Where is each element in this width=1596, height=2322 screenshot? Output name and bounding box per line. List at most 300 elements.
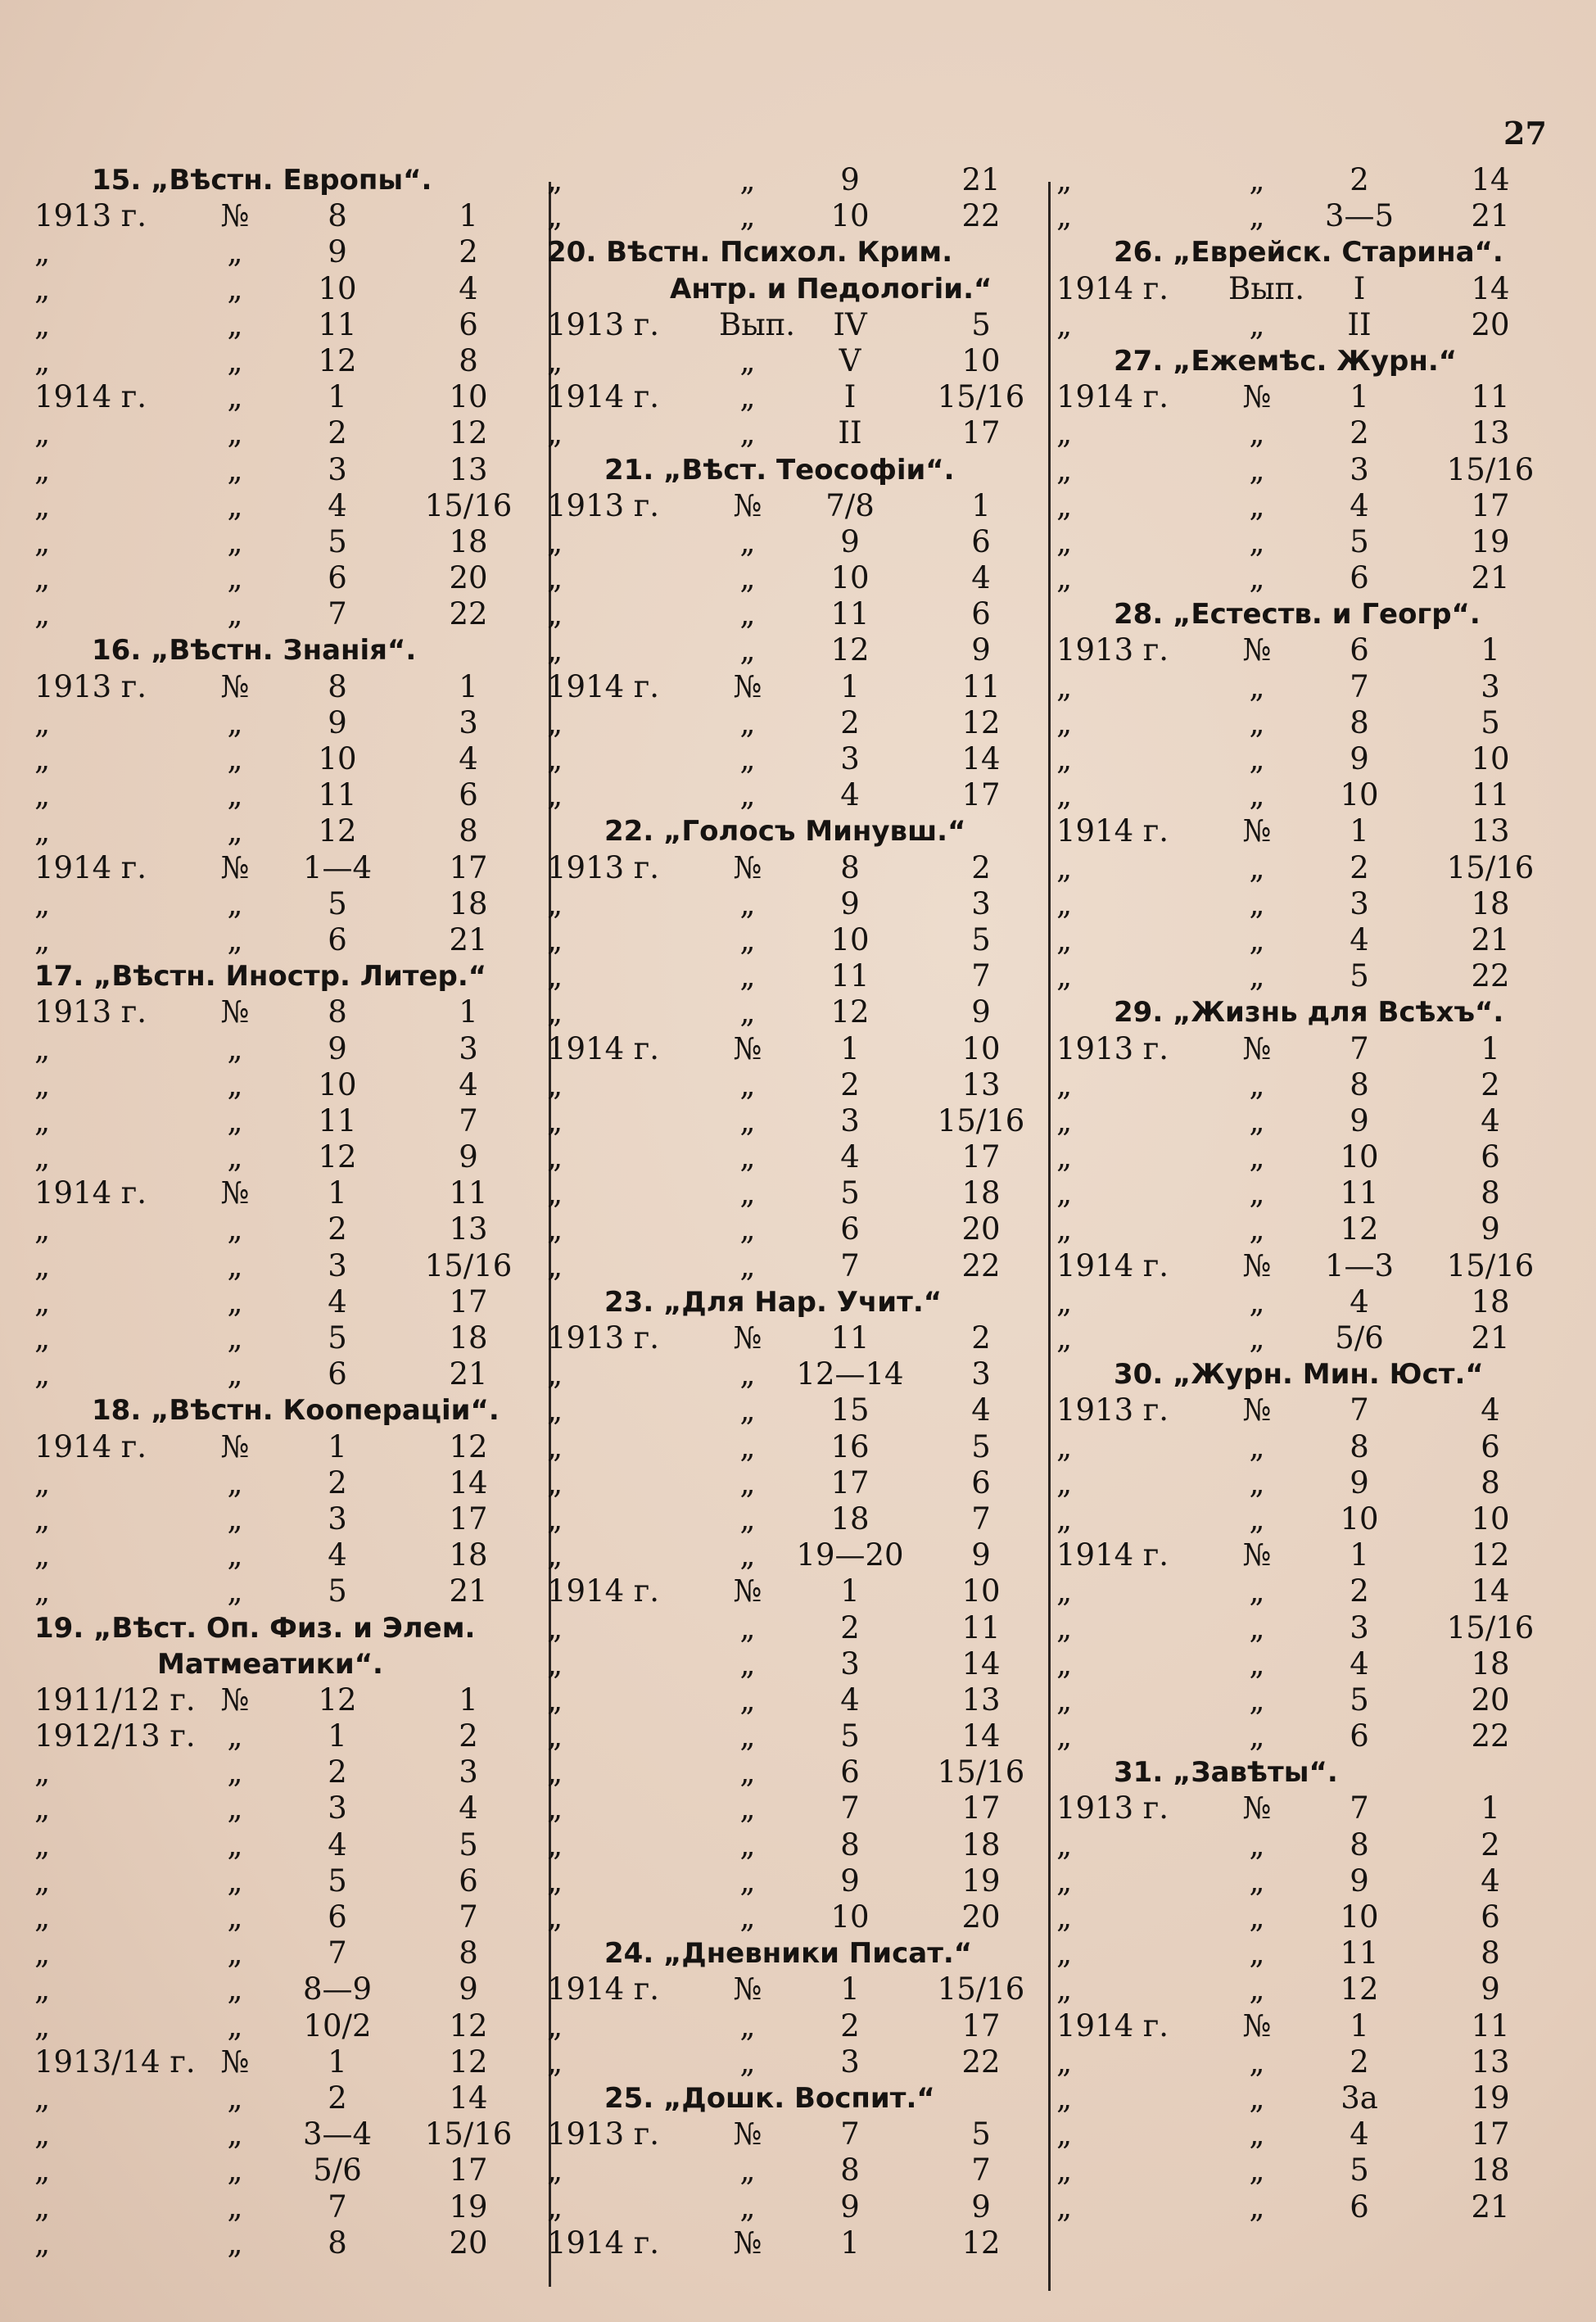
entry-issue: 1 [840,668,860,704]
entry-page: 18 [449,885,488,921]
issue-entry [34,2044,526,2080]
entry-number-mark: „ [227,451,243,487]
entry-number-mark: „ [739,1899,756,1935]
journal-heading: 20. Вѣстн. Психол. Крим. [547,236,953,269]
issue-entry [547,1031,1038,1067]
issue-entry [547,777,1038,813]
entry-issue: 4 [840,1139,860,1175]
entry-year: „ [547,1175,563,1211]
entry-year: „ [547,596,563,632]
issue-entry [34,379,526,415]
issue-entry [547,1682,1038,1718]
issue-entry [547,994,1038,1030]
issue-entry [547,488,1038,524]
entry-issue: 2 [1350,849,1369,885]
entry-page: 6 [1481,1428,1500,1464]
entry-number-mark: „ [227,523,243,559]
entry-number-mark: „ [739,632,756,668]
entry-issue: 12 [318,1682,357,1718]
entry-page: 10 [961,342,1001,378]
issue-entry [1056,1682,1548,1718]
entry-issue: 8 [328,198,347,234]
entry-issue: 10 [1340,1899,1379,1935]
entry-number-mark: „ [227,1863,243,1899]
entry-page: 17 [1471,2116,1510,2152]
entry-page: 11 [1471,379,1510,415]
issue-entry [34,234,526,270]
entry-year: „ [547,2044,563,2080]
entry-number-mark: № [1242,1030,1272,1066]
entry-year: 1913 г. [547,849,660,885]
entry-year: „ [34,1247,51,1283]
entry-issue: 8 [1350,704,1369,740]
journal-heading: Антр. и Педологіи.“ [670,272,992,306]
entry-issue: 1 [1350,379,1369,415]
entry-year: „ [34,777,51,813]
entry-issue: 8—9 [302,1971,373,2007]
entry-page: 12 [961,2225,1001,2261]
issue-entry [547,1211,1038,1247]
entry-number-mark: № [733,1030,762,1066]
entry-year: „ [547,560,563,596]
entry-number-mark: № [733,1971,762,2007]
entry-year: 1914 г. [34,1428,147,1464]
entry-number-mark: „ [739,1247,756,1283]
entry-issue: II [838,415,862,451]
entry-issue: 12 [830,994,870,1030]
entry-page: 9 [971,2188,991,2225]
entry-number-mark: „ [227,415,243,451]
entry-page: 12 [1471,1537,1510,1573]
issue-entry [34,813,526,849]
entry-number-mark: „ [1249,1211,1265,1247]
entry-number-mark: „ [739,2007,756,2044]
issue-entry [34,1103,526,1139]
entry-issue: 4 [840,1682,860,1718]
entry-year: „ [1056,1863,1073,1899]
issue-entry [547,1827,1038,1863]
entry-year: „ [34,1935,51,1971]
issue-entry [547,1465,1038,1501]
journal-heading: 17. „Вѣстн. Иностр. Литер.“ [34,960,487,994]
entry-number-mark: „ [227,777,243,813]
entry-number-mark: „ [227,1500,243,1537]
entry-number-mark: № [220,994,250,1030]
entry-page: 4 [459,741,478,776]
entry-number-mark: „ [739,1066,756,1102]
entry-number-mark: „ [1249,415,1265,451]
entry-number-mark: „ [739,2188,756,2225]
entry-issue: 3 [328,1500,347,1537]
issue-entry [547,1971,1038,2007]
issue-entry [1056,2044,1548,2080]
issue-entry [1056,488,1548,524]
entry-number-mark: № [1242,1392,1272,1428]
entry-issue: 10 [1340,1139,1379,1175]
entry-issue: 9 [328,1030,347,1066]
entry-issue: 1—3 [1324,1247,1395,1283]
entry-page: 21 [1471,198,1510,234]
entry-page: 21 [449,1356,488,1392]
entry-issue: 1 [328,2044,347,2080]
entry-page: 18 [449,1320,488,1356]
entry-issue: 2 [328,1754,347,1790]
entry-number-mark: „ [739,1211,756,1247]
entry-year: „ [547,1356,563,1392]
entry-number-mark: „ [739,1537,756,1573]
entry-issue: 3 [840,1645,860,1682]
entry-number-mark: „ [227,342,243,378]
entry-number-mark: „ [227,2116,243,2152]
entry-number-mark: „ [1249,1899,1265,1935]
entry-page: 12 [449,415,488,451]
issue-entry [547,1429,1038,1465]
entry-year: „ [547,1718,563,1754]
entry-number-mark: „ [227,1537,243,1573]
entry-issue: 2 [840,1066,860,1102]
issue-entry [1056,1971,1548,2007]
entry-issue: 7 [1350,1790,1369,1826]
issue-entry [547,1863,1038,1899]
issue-entry [1056,198,1548,234]
entry-page: 5 [971,1428,991,1464]
entry-issue: 11 [318,1102,357,1138]
entry-issue: 3 [840,741,860,776]
entry-year: „ [34,596,51,632]
entry-number-mark: „ [1249,523,1265,559]
entry-year: 1913 г. [1056,632,1169,668]
entry-page: 3 [1481,668,1500,704]
entry-page: 14 [1471,270,1510,306]
entry-page: 19 [1471,523,1510,559]
entry-page: 6 [459,306,478,342]
entry-page: 13 [1471,2044,1510,2080]
issue-entry [1056,2116,1548,2152]
issue-entry [34,1139,526,1175]
entry-page: 3 [459,704,478,740]
issue-entry [547,2152,1038,2188]
entry-number-mark: „ [739,415,756,451]
entry-issue: 7 [328,2188,347,2225]
entry-number-mark: „ [1249,1175,1265,1211]
entry-page: 1 [971,487,991,523]
entry-number-mark: „ [227,1790,243,1826]
entry-page: 6 [1481,1899,1500,1935]
issue-entry [1056,813,1548,849]
entry-issue: 10 [830,198,870,234]
issue-entry [547,886,1038,922]
entry-issue: 3 [328,451,347,487]
entry-number-mark: „ [227,487,243,523]
entry-page: 9 [971,994,991,1030]
entry-number-mark: „ [227,234,243,270]
entry-page: 20 [1471,306,1510,342]
entry-issue: 7 [1350,668,1369,704]
entry-year: „ [34,2080,51,2116]
issue-entry [547,669,1038,705]
entry-issue: 1 [1350,813,1369,849]
entry-number-mark: „ [739,741,756,776]
entry-page: 1 [1481,632,1500,668]
issue-entry [34,1682,526,1718]
entry-number-mark: „ [227,1971,243,2007]
entry-number-mark: № [1242,1537,1272,1573]
entry-year: 1913 г. [1056,1790,1169,1826]
issue-entry [34,669,526,705]
issue-entry [547,958,1038,994]
entry-number-mark: „ [739,1718,756,1754]
entry-page: 15/16 [937,379,1025,415]
issue-entry [34,1827,526,1863]
entry-page: 17 [449,2152,488,2188]
entry-issue: 4 [1350,921,1369,957]
entry-page: 10 [961,1030,1001,1066]
entry-year: „ [1056,1609,1073,1645]
entry-page: 22 [449,596,488,632]
entry-page: 8 [1481,1464,1500,1500]
entry-year: „ [547,1464,563,1500]
issue-entry [1056,1139,1548,1175]
entry-number-mark: Вып. [719,306,796,342]
entry-year: „ [34,487,51,523]
issue-entry [1056,2152,1548,2188]
issue-entry [34,2225,526,2261]
issue-entry [34,886,526,922]
entry-year: 1913 г. [1056,1030,1169,1066]
entry-number-mark: „ [739,2044,756,2080]
entry-issue: 3 [840,2044,860,2080]
entry-year: „ [1056,487,1073,523]
entry-number-mark: Вып. [1228,270,1305,306]
issue-entry [34,271,526,307]
entry-number-mark: № [220,668,250,704]
entry-page: 4 [971,560,991,596]
entry-number-mark: „ [227,1573,243,1609]
entry-issue: 8 [840,849,860,885]
entry-page: 7 [971,1500,991,1537]
issue-entry [547,1320,1038,1356]
issue-entry [34,1356,526,1392]
issue-entry [1056,1718,1548,1754]
entry-issue: 11 [830,1320,870,1356]
entry-page: 6 [1481,1139,1500,1175]
issue-entry [34,596,526,632]
entry-number-mark: „ [1249,162,1265,197]
entry-issue: 3 [840,1102,860,1138]
entry-number-mark: „ [739,560,756,596]
entry-number-mark: „ [1249,2188,1265,2225]
entry-page: 7 [459,1102,478,1138]
entry-year: „ [1056,523,1073,559]
entry-page: 1 [459,1682,478,1718]
issue-entry [34,1211,526,1247]
entry-page: 4 [1481,1863,1500,1899]
entry-year: „ [1056,451,1073,487]
entry-year: „ [1056,1283,1073,1319]
issue-entry [547,1103,1038,1139]
entry-number-mark: „ [227,1356,243,1392]
entry-page: 14 [961,741,1001,776]
entry-year: 1913 г. [34,668,147,704]
issue-entry [547,850,1038,886]
entry-issue: 9 [1350,1464,1369,1500]
entry-issue: 1 [840,1573,860,1609]
entry-year: „ [1056,849,1073,885]
issue-entry [34,452,526,488]
issue-entry [547,632,1038,668]
entry-page: 20 [961,1211,1001,1247]
entry-year: „ [34,560,51,596]
entry-page: 7 [459,1899,478,1935]
entry-issue: 2 [840,1609,860,1645]
entry-year: 1913 г. [34,198,147,234]
issue-entry [34,1863,526,1899]
entry-issue: 4 [328,1826,347,1863]
entry-issue: 12 [1340,1971,1379,2007]
entry-issue: 11 [1340,1935,1379,1971]
entry-issue: 3—5 [1324,198,1395,234]
entry-page: 6 [459,1863,478,1899]
entry-number-mark: „ [227,596,243,632]
journal-heading: 23. „Для Нар. Учит.“ [604,1285,943,1319]
entry-number-mark: „ [739,1175,756,1211]
entry-issue: 12 [1340,1211,1379,1247]
entry-number-mark: „ [739,704,756,740]
issue-entry [1056,560,1548,596]
entry-page: 2 [459,1718,478,1754]
entry-year: „ [34,451,51,487]
entry-issue: 8 [840,2152,860,2188]
entry-year: „ [34,2225,51,2261]
entry-page: 13 [1471,813,1510,849]
entry-number-mark: „ [227,1754,243,1790]
entry-page: 20 [449,560,488,596]
entry-page: 17 [1471,487,1510,523]
entry-year: „ [1056,1718,1073,1754]
issue-entry [547,198,1038,234]
entry-issue: 2 [328,415,347,451]
entry-page: 4 [1481,1102,1500,1138]
issue-entry [34,1248,526,1284]
entry-page: 19 [449,2188,488,2225]
entry-issue: 8 [328,2225,347,2261]
entry-number-mark: № [1242,1790,1272,1826]
entry-year: „ [34,1139,51,1175]
entry-page: 8 [1481,1935,1500,1971]
entry-year: 1913 г. [1056,1392,1169,1428]
entry-year: „ [1056,1826,1073,1863]
entry-number-mark: „ [1249,1826,1265,1863]
entry-issue: 5 [1350,523,1369,559]
entry-issue: 4 [1350,1645,1369,1682]
journal-heading: 29. „Жизнь для Всѣхъ“. [1114,996,1504,1030]
entry-year: „ [1056,2116,1073,2152]
entry-issue: 2 [328,1211,347,1247]
entry-year: „ [1056,2152,1073,2188]
issue-entry [547,415,1038,451]
entry-year: „ [1056,704,1073,740]
entry-year: „ [34,1573,51,1609]
entry-number-mark: „ [1249,2152,1265,2188]
entry-year: 1914 г. [547,2225,660,2261]
entry-issue: 4 [1350,1283,1369,1319]
entry-year: „ [1056,1500,1073,1537]
entry-year: „ [1056,668,1073,704]
entry-year: „ [1056,1935,1073,1971]
issue-entry [547,162,1038,198]
entry-page: 6 [971,596,991,632]
entry-issue: 5 [1350,958,1369,994]
entry-year: „ [547,1247,563,1283]
issue-entry [547,2189,1038,2225]
entry-issue: 5/6 [313,2152,362,2188]
entry-page: 20 [449,2225,488,2261]
issue-entry [547,741,1038,777]
entry-year: „ [1056,921,1073,957]
entry-year: 1913 г. [547,487,660,523]
entry-page: 4 [459,270,478,306]
issue-entry [34,1718,526,1754]
issue-entry [34,307,526,343]
entry-year: „ [547,885,563,921]
entry-page: 18 [1471,1645,1510,1682]
entry-page: 2 [971,1320,991,1356]
issue-entry [1056,958,1548,994]
entry-year: 1914 г. [1056,1537,1169,1573]
entry-page: 18 [1471,1283,1510,1319]
issue-entry [34,1537,526,1573]
index-column-2 [547,162,1038,2261]
entry-issue: 6 [328,560,347,596]
entry-number-mark: „ [739,1863,756,1899]
entry-page: 18 [449,1537,488,1573]
entry-issue: V [839,342,861,378]
entry-page: 10 [449,379,488,415]
entry-number-mark: „ [227,1247,243,1283]
entry-number-mark: „ [227,1826,243,1863]
issue-entry [34,2152,526,2188]
entry-number-mark: „ [1249,1863,1265,1899]
issue-entry [547,560,1038,596]
entry-year: „ [547,994,563,1030]
entry-page: 5 [971,2116,991,2152]
entry-number-mark: № [1242,1247,1272,1283]
journal-heading: Матмеатики“. [157,1647,383,1681]
entry-issue: 5 [1350,1682,1369,1718]
entry-year: „ [34,523,51,559]
entry-number-mark: „ [1249,1464,1265,1500]
entry-issue: 12 [318,1139,357,1175]
entry-year: „ [1056,958,1073,994]
entry-issue: 19—20 [796,1537,904,1573]
entry-number-mark: „ [227,2188,243,2225]
entry-page: 15/16 [937,1754,1025,1790]
entry-issue: 3 [1350,451,1369,487]
entry-issue: 6 [1350,560,1369,596]
entry-issue: 6 [840,1211,860,1247]
entry-page: 18 [1471,2152,1510,2188]
entry-year: 1914 г. [34,1175,147,1211]
entry-page: 4 [1481,1392,1500,1428]
entry-number-mark: „ [227,2225,243,2261]
entry-number-mark: № [733,1320,762,1356]
issue-entry [34,2008,526,2044]
entry-issue: 10 [1340,777,1379,813]
issue-entry [34,1429,526,1465]
entry-number-mark: „ [739,1102,756,1138]
entry-page: 1 [1481,1030,1500,1066]
entry-year: „ [34,1500,51,1537]
